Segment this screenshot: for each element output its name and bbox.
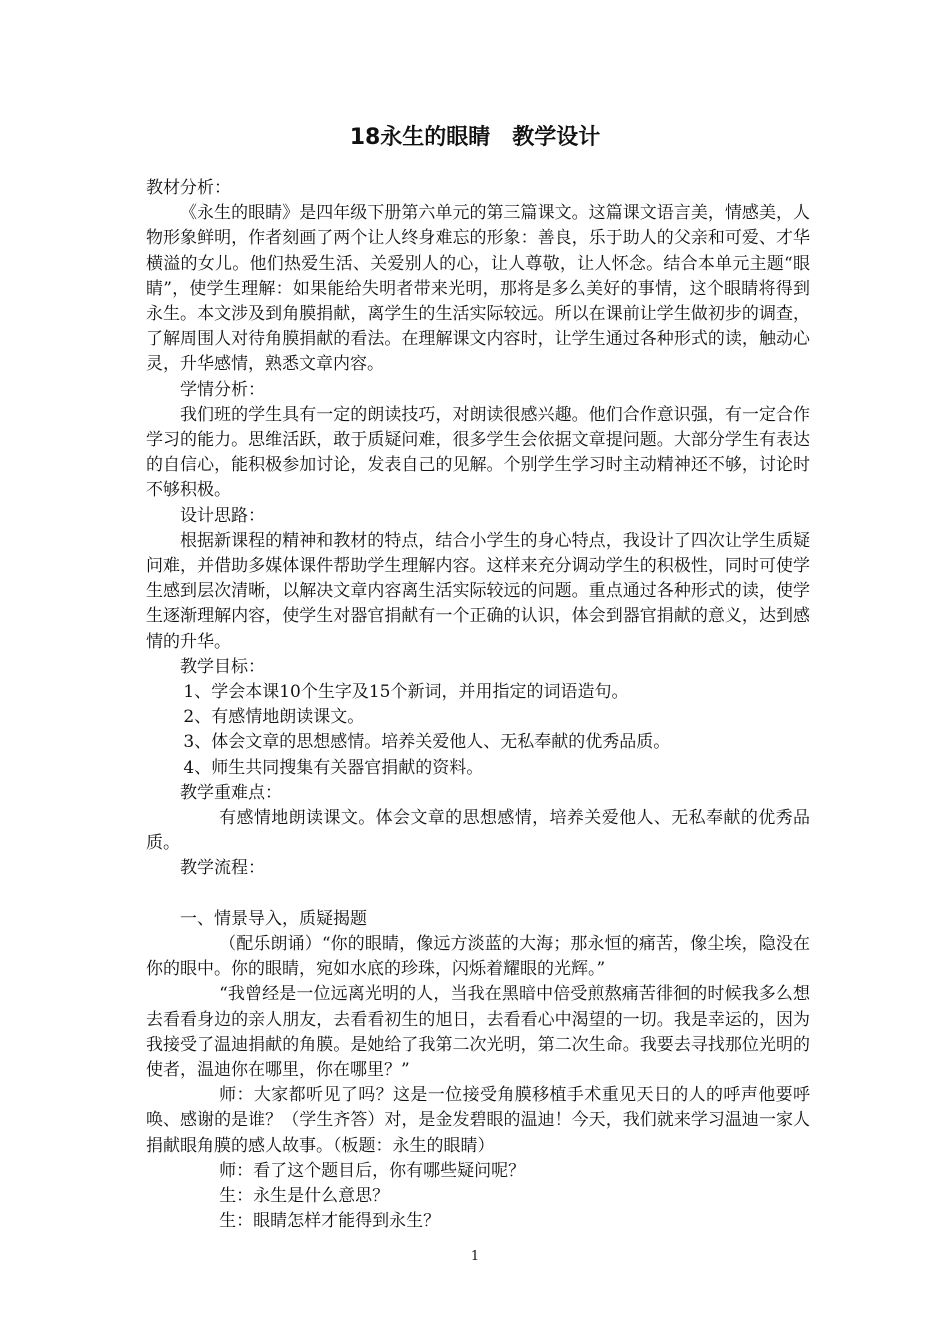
paragraph: 学情分析： xyxy=(180,379,265,400)
paragraph: 教学流程： xyxy=(180,858,265,879)
document-title: 18永生的眼睛 教学设计 xyxy=(349,125,601,150)
paragraph: 师：大家都听见了吗？这是一位接受角膜移植手术重见天日的人的呼声他要呼唤、感谢的是谁？（学生齐答）对，是金发碧眼的温迪！今天，我们就来学习温迪一家人捐献眼角膜的感人故事。（板题：永生的眼睛） xyxy=(146,1085,810,1156)
paragraph: 教学目标： xyxy=(180,656,265,677)
document-body xyxy=(146,176,810,1234)
page-number: 1 xyxy=(470,1249,480,1264)
paragraph: 生：永生是什么意思？ xyxy=(219,1185,390,1206)
paragraph: 根据新课程的精神和教材的特点，结合小学生的身心特点，我设计了四次让学生质疑问难，并借助多媒体课件帮助学生理解内容。这样来充分调动学生的积极性，同时可使学生感到层次清晰，以解决文章内容离生活实际较远的问题。重点通过各种形式的读，使学生逐渐理解内容，使学生对器官捐献有一个正确的认识，体会到器官捐献的意义，达到感情的升华。 xyxy=(146,530,810,652)
paragraph: 《永生的眼睛》是四年级下册第六单元的第三篇课文。这篇课文语言美，情感美，人物形象鲜明，作者刻画了两个让人终身难忘的形象：善良，乐于助人的父亲和可爱、才华横溢的女儿。他们热爱生活、关爱别人的心，让人尊敬，让人怀念。结合本单元主题“眼睛”，使学生理解：如果能给失明者带来光明，那将是多么美好的事情，这个眼睛将得到永生。本文涉及到角膜捐献，离学生的生活实际较远。所以在课前让学生做初步的调查，了解周围人对待角膜捐献的看法。在理解课文内容时，让学生通过各种形式的读，触动心灵，升华感情，熟悉文章内容。 xyxy=(146,203,810,375)
paragraph: 4、师生共同搜集有关器官捐献的资料。 xyxy=(183,757,484,778)
paragraph: “我曾经是一位远离光明的人，当我在黑暗中倍受煎熬痛苦徘徊的时候我多么想去看看身边的亲人朋友，去看看初生的旭日，去看看心中渴望的一切。我是幸运的，因为我接受了温迪捐献的角膜。是她给了我第二次光明，第二次生命。我要去寻找那位光明的使者，温迪你在哪里，你在哪里？” xyxy=(146,984,810,1080)
paragraph: 有感情地朗读课文。体会文章的思想感情，培养关爱他人、无私奉献的优秀品质。 xyxy=(146,808,810,854)
paragraph: 师：看了这个题目后，你有哪些疑问呢？ xyxy=(219,1160,526,1181)
paragraph-gap xyxy=(146,882,810,907)
paragraph: 教材分析： xyxy=(146,178,231,198)
paragraph: 我们班的学生具有一定的朗读技巧，对朗读很感兴趣。他们合作意识强，有一定合作学习的能力。思维活跃，敢于质疑问难，很多学生会依据文章提问题。大部分学生有表达的自信心，能积极参加讨论，发表自己的见解。个别学生学习时主动精神还不够，讨论时不够积极。 xyxy=(146,404,810,501)
paragraph: （配乐朗诵）“你的眼睛，像远方淡蓝的大海；那永恒的痛苦，像尘埃，隐没在你的眼中。你的眼睛，宛如水底的珍珠，闪烁着耀眼的光辉。” xyxy=(146,933,810,980)
paragraph: 3、体会文章的思想感情。培养关爱他人、无私奉献的优秀品质。 xyxy=(183,732,671,753)
paragraph: 生：眼睛怎样才能得到永生？ xyxy=(219,1211,441,1232)
paragraph: 一、情景导入，质疑揭题 xyxy=(180,908,367,929)
paragraph: 教学重难点： xyxy=(180,782,282,803)
paragraph: 1、学会本课10个生字及15个新词，并用指定的词语造句。 xyxy=(183,682,629,703)
paragraph: 2、有感情地朗读课文。 xyxy=(183,707,365,728)
paragraph: 设计思路： xyxy=(180,505,265,526)
